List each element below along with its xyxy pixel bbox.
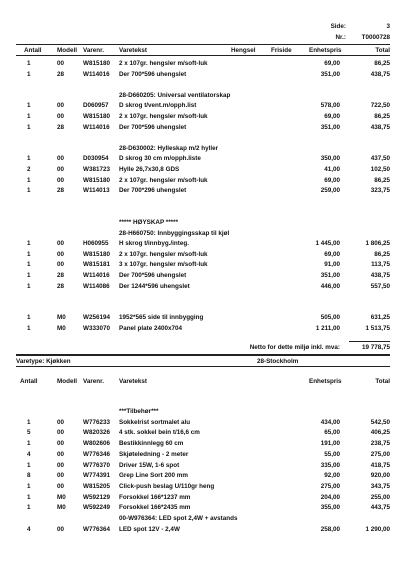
section2-rule-top: [16, 354, 390, 356]
row-modell: 00: [57, 102, 65, 110]
row-varetekst: Forsokkel 166*1237 mm: [119, 493, 191, 501]
row-modell: 00: [57, 472, 65, 480]
row-varetekst: ***** HØYSKAP *****: [119, 219, 179, 226]
row-total: 86,25: [374, 176, 390, 184]
row-varetekst: 2 x 107gr. hengsler m/soft-luk: [119, 176, 208, 184]
row-enhetspris: 69,00: [324, 176, 340, 184]
row-varetekst: Hylle 26,7x30,8 GDS: [119, 166, 180, 173]
row-modell: 00: [57, 60, 65, 67]
row-varetekst: ***Tilbehør***: [119, 408, 159, 415]
row-varetekst: H skrog t/innbyg./integ.: [119, 240, 189, 248]
table-row: [0, 198, 406, 207]
header-rule-top: [16, 44, 390, 45]
row-antall: 1: [27, 70, 31, 78]
row-enhetspris: 258,00: [320, 525, 340, 533]
col-varenr: Varenr.: [83, 47, 105, 54]
row-antall: 1: [27, 440, 31, 448]
table-row: [0, 187, 406, 196]
col2-varetekst: Varetekst: [119, 378, 148, 385]
row-enhetspris: 69,00: [324, 60, 340, 67]
section2-rule-mid: [16, 366, 390, 367]
table-row: [0, 261, 406, 270]
table-row: [0, 92, 406, 101]
row-varetekst: 2 x 107gr. hengsler m/soft-luk: [119, 60, 208, 67]
row-varetekst: 2 x 107gr. hengsler m/soft-luk: [119, 113, 208, 120]
table-row: [0, 81, 406, 90]
side-label: Side:: [330, 23, 346, 30]
row-varenr: W815180: [83, 176, 110, 184]
row-enhetspris: 351,00: [320, 272, 340, 279]
netto-rule: [349, 341, 390, 342]
row-total: 438,75: [370, 123, 390, 131]
row-varenr: W820326: [83, 429, 110, 437]
row-enhetspris: 1 211,00: [315, 325, 340, 332]
table-row: [0, 419, 406, 428]
row-total: 418,75: [370, 461, 390, 469]
row-modell: 28: [57, 70, 65, 78]
header-rule-bottom: [16, 55, 390, 56]
row-antall: 4: [27, 525, 31, 533]
row-varenr: W381723: [83, 166, 110, 173]
table-row: [0, 272, 406, 281]
row-total: 722,50: [370, 102, 390, 110]
row-antall: 1: [27, 461, 31, 469]
row-total: 438,75: [370, 70, 390, 78]
row-enhetspris: 69,00: [324, 250, 340, 258]
table-row: [0, 155, 406, 164]
row-total: 437,50: [370, 155, 390, 163]
row-varetekst: D skrog 30 cm m/opph.liste: [119, 155, 201, 163]
row-modell: M0: [57, 504, 66, 512]
nr-label: Nr.:: [335, 34, 346, 41]
table-row: [0, 408, 406, 417]
row-varetekst: Bestikkinnlegg 60 cm: [119, 440, 184, 448]
row-modell: 00: [57, 450, 65, 458]
row-varenr: W815180: [83, 113, 110, 120]
table-row: [0, 451, 406, 460]
row-varenr: W815180: [83, 60, 110, 67]
row-total: 631,25: [370, 314, 390, 322]
row-antall: 1: [27, 504, 31, 512]
row-varetekst: 1952*565 side til innbygging: [119, 314, 204, 322]
col-friside: Friside: [271, 47, 292, 54]
row-enhetspris: 91,00: [324, 261, 340, 269]
row-total: 920,00: [370, 472, 390, 480]
row-varenr: W776370: [83, 461, 110, 469]
row-total: 275,00: [370, 450, 390, 458]
table-row: [0, 314, 406, 323]
row-modell: 28: [57, 123, 65, 131]
table-row: [0, 166, 406, 175]
side-value: 3: [386, 23, 390, 30]
table-row: [0, 177, 406, 186]
row-varenr: H060955: [83, 240, 109, 248]
row-varetekst: Der 1244*596 uhengslet: [119, 282, 190, 290]
row-modell: 00: [57, 240, 65, 248]
col-varetekst: Varetekst: [119, 47, 148, 54]
row-varenr: W592249: [83, 504, 110, 512]
row-total: 443,75: [370, 504, 390, 512]
row-enhetspris: 55,00: [324, 450, 340, 458]
row-enhetspris: 446,00: [320, 282, 340, 290]
row-antall: 1: [27, 250, 31, 258]
nr-value: T0000728: [361, 34, 390, 41]
row-antall: 4: [27, 450, 31, 458]
row-modell: 00: [57, 418, 65, 426]
row-modell: 00: [57, 155, 65, 163]
row-varenr: W114013: [83, 187, 110, 195]
row-total: 343,75: [370, 482, 390, 490]
sted-label: 28-Stockholm: [257, 358, 299, 365]
row-total: 323,75: [370, 187, 390, 195]
row-antall: 1: [27, 314, 31, 322]
row-antall: 1: [27, 272, 31, 279]
row-varetekst: 3 x 107gr. hengsler m/soft-luk: [119, 261, 208, 269]
table-row: [0, 462, 406, 471]
row-total: 438,75: [370, 272, 390, 279]
col2-modell: Modell: [57, 378, 77, 385]
row-modell: 00: [57, 166, 65, 173]
row-varetekst: 2 x 107gr. hengsler m/soft-luk: [119, 250, 208, 258]
row-enhetspris: 69,00: [324, 113, 340, 120]
row-varetekst: LED spot 12V - 2,4W: [119, 525, 180, 533]
row-enhetspris: 578,00: [320, 102, 340, 110]
table-row: [0, 504, 406, 513]
col2-varenr: Varenr.: [83, 378, 105, 385]
row-enhetspris: 335,00: [320, 461, 340, 469]
netto-label: Netto for dette miljø inkl. mva:: [249, 344, 340, 351]
row-varetekst: 28-D630002: Hylleskap m/2 hyller: [119, 144, 219, 152]
row-total: 86,25: [374, 113, 390, 120]
row-varenr: W592129: [83, 493, 110, 501]
row-enhetspris: 505,00: [320, 314, 340, 322]
table-row: [0, 145, 406, 154]
row-antall: 1: [27, 418, 31, 426]
row-varenr: W776233: [83, 418, 110, 426]
row-varetekst: Der 700*596 uhengslet: [119, 123, 187, 131]
row-total: 255,00: [370, 493, 390, 501]
row-varetekst: Der 700*596 uhengslet: [119, 272, 187, 279]
table-row: [0, 325, 406, 334]
row-enhetspris: 259,00: [320, 187, 340, 195]
row-varetekst: Der 700*596 uhengslet: [119, 70, 187, 78]
row-modell: 00: [57, 261, 65, 269]
row-total: 1 806,25: [365, 240, 390, 248]
row-modell: M0: [57, 325, 66, 332]
table-row: [0, 230, 406, 239]
table-row: [0, 60, 406, 69]
table-row: [0, 440, 406, 449]
row-antall: 1: [27, 261, 31, 269]
col2-total: Total: [375, 378, 390, 385]
row-varetekst: 00-W976364: LED spot 2,4W + avstands: [119, 515, 238, 522]
row-varenr: D030954: [83, 155, 109, 163]
row-varetekst: Panel plate 2400x704: [119, 325, 183, 332]
row-antall: 1: [27, 176, 31, 184]
row-antall: 1: [27, 155, 31, 163]
table-row: [0, 208, 406, 217]
row-enhetspris: 191,00: [320, 440, 340, 448]
row-total: 238,75: [370, 440, 390, 448]
table-row: [0, 515, 406, 524]
row-varenr: W815205: [83, 482, 110, 490]
row-antall: 1: [27, 325, 31, 332]
row-enhetspris: 275,00: [320, 482, 340, 490]
col2-enhetspris: Enhetspris: [309, 378, 342, 385]
row-varenr: D060957: [83, 102, 109, 110]
table-row: [0, 483, 406, 492]
row-modell: 00: [57, 113, 65, 120]
row-modell: M0: [57, 493, 66, 501]
row-total: 557,50: [370, 282, 390, 290]
row-enhetspris: 350,00: [320, 155, 340, 163]
row-total: 542,50: [370, 418, 390, 426]
row-antall: 1: [27, 102, 31, 110]
row-enhetspris: 41,00: [324, 166, 340, 173]
row-total: 1 290,00: [365, 525, 390, 533]
row-antall: 8: [27, 472, 31, 480]
row-varetekst: 28-H660750: Innbyggingsskap til kjøl: [119, 229, 230, 237]
row-antall: 1: [27, 60, 31, 67]
row-varenr: W114086: [83, 282, 110, 290]
row-enhetspris: 204,00: [320, 493, 340, 501]
row-enhetspris: 1 445,00: [315, 240, 340, 248]
row-antall: 1: [27, 482, 31, 490]
row-varenr: W776364: [83, 525, 110, 533]
row-total: 1 513,75: [365, 325, 390, 332]
row-antall: 1: [27, 113, 31, 120]
table-row: [0, 134, 406, 143]
row-antall: 1: [27, 240, 31, 248]
col-enhetspris: Enhetspris: [309, 47, 342, 54]
table-row: [0, 283, 406, 292]
row-enhetspris: 351,00: [320, 123, 340, 131]
row-modell: 00: [57, 250, 65, 258]
col-hengsel: Hengsel: [231, 47, 256, 54]
row-enhetspris: 351,00: [320, 70, 340, 78]
netto-value: 19 778,75: [361, 344, 390, 351]
table-row: [0, 240, 406, 249]
col2-antall: Antall: [20, 378, 38, 385]
row-varenr: W114016: [83, 272, 110, 279]
row-varetekst: Grep Line Sort 200 mm: [119, 472, 188, 480]
row-varenr: W815181: [83, 261, 110, 269]
table-row: [0, 472, 406, 481]
row-antall: 1: [27, 282, 31, 290]
row-varetekst: 28-D660205: Universal ventilatorskap: [119, 91, 231, 99]
row-enhetspris: 65,00: [324, 429, 340, 437]
row-varetekst: Driver 15W, 1-6 spot: [119, 461, 180, 469]
row-varetekst: Click-push beslag U/110gr heng: [119, 482, 215, 490]
table-row: [0, 113, 406, 122]
row-enhetspris: 434,00: [320, 418, 340, 426]
table-row: [0, 71, 406, 80]
table-row: [0, 494, 406, 503]
row-varenr: W802606: [83, 440, 110, 448]
row-antall: 1: [27, 187, 31, 195]
row-modell: 00: [57, 429, 65, 437]
table-row: [0, 251, 406, 260]
row-varetekst: Sokkelrist sortmalet alu: [119, 418, 191, 426]
col-antall: Antall: [24, 47, 42, 54]
row-varetekst: Der 700*296 uhengslet: [119, 187, 187, 195]
row-modell: 00: [57, 440, 65, 448]
row-varenr: W815180: [83, 250, 110, 258]
row-modell: 28: [57, 187, 65, 195]
table-row: [0, 124, 406, 133]
row-varenr: W114016: [83, 70, 110, 78]
row-varenr: W114016: [83, 123, 110, 131]
row-total: 102,50: [370, 166, 390, 173]
row-antall: 1: [27, 493, 31, 501]
row-modell: M0: [57, 314, 66, 322]
table-row: [0, 526, 406, 535]
row-enhetspris: 92,00: [324, 472, 340, 480]
row-modell: 00: [57, 176, 65, 184]
row-varetekst: Forsokkel 166*2435 mm: [119, 504, 191, 512]
row-modell: 28: [57, 282, 65, 290]
table-row: [0, 293, 406, 302]
row-modell: 00: [57, 482, 65, 490]
row-varetekst: 4 stk. sokkel bein t/16,6 cm: [119, 429, 200, 437]
row-antall: 5: [27, 429, 31, 437]
row-varenr: W774391: [83, 472, 110, 480]
row-varenr: W333070: [83, 325, 110, 332]
table-row: [0, 429, 406, 438]
row-varetekst: D skrog t/vent.m/opph.list: [119, 102, 197, 110]
table-row: [0, 219, 406, 228]
row-antall: 1: [27, 123, 31, 131]
row-modell: 00: [57, 525, 65, 533]
row-total: 406,25: [370, 429, 390, 437]
row-modell: 00: [57, 461, 65, 469]
row-varenr: W256194: [83, 314, 110, 322]
row-varenr: W776346: [83, 450, 110, 458]
row-total: 86,25: [374, 60, 390, 67]
col-total: Total: [375, 47, 390, 54]
row-modell: 28: [57, 272, 65, 279]
row-enhetspris: 355,00: [320, 504, 340, 512]
row-antall: 2: [27, 166, 31, 173]
row-total: 86,25: [374, 250, 390, 258]
table-row: [0, 304, 406, 313]
varetype-label: Varetype: Kjøkken: [16, 358, 71, 365]
row-varetekst: Skjøteledning - 2 meter: [119, 450, 189, 458]
table-row: [0, 102, 406, 111]
row-total: 113,75: [371, 261, 390, 269]
col-modell: Modell: [57, 47, 77, 54]
